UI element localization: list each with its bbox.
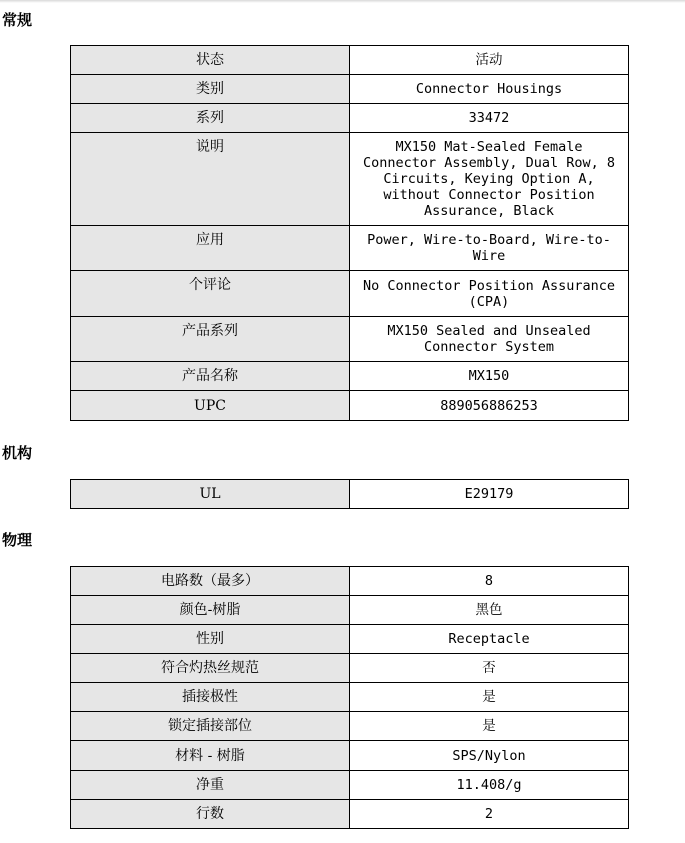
section-title-general: 常规 [2,11,33,29]
table-row [71,271,629,317]
top-rule [0,0,685,3]
spec-label: 状态 [71,46,350,75]
spec-value: 2 [350,800,629,829]
table-row [71,226,629,271]
spec-value: Connector Housings [350,75,629,104]
physical-spec-table [70,566,629,829]
spec-value: MX150 Sealed and Unsealed Connector System [350,317,629,362]
table-row [71,75,629,104]
spec-label: 电路数（最多） [71,567,350,596]
spec-label: 系列 [71,104,350,133]
spec-label: 性别 [71,625,350,654]
table-row [71,596,629,625]
table-row [71,625,629,654]
spec-label: 产品系列 [71,317,350,362]
spec-value: 8 [350,567,629,596]
spec-value: MX150 Mat-Sealed Female Connector Assembly, Dual Row, 8 Circuits, Keying Option A, without Connector Position Assurance, Black [350,133,629,226]
spec-label: 净重 [71,771,350,800]
table-row [71,683,629,712]
spec-label: UPC [71,391,350,421]
spec-label: 产品名称 [71,362,350,391]
table-row [71,391,629,421]
table-row [71,362,629,391]
table-row [71,567,629,596]
spec-value: 33472 [350,104,629,133]
table-row [71,480,629,509]
spec-value: 黑色 [350,596,629,625]
table-row [71,654,629,683]
table-row [71,317,629,362]
table-row [71,133,629,226]
spec-label: 说明 [71,133,350,226]
table-row [71,104,629,133]
spec-value: 11.408/g [350,771,629,800]
general-spec-table [70,45,629,421]
spec-label: 个评论 [71,271,350,317]
spec-value: 是 [350,712,629,741]
spec-label: 类别 [71,75,350,104]
spec-label: 锁定插接部位 [71,712,350,741]
spec-value: SPS/Nylon [350,741,629,771]
table-row [71,741,629,771]
spec-value: Receptacle [350,625,629,654]
spec-value: 否 [350,654,629,683]
spec-label: 插接极性 [71,683,350,712]
table-row [71,46,629,75]
table-row [71,771,629,800]
agency-spec-table [70,479,629,509]
section-title-agency: 机构 [2,444,33,462]
spec-value: Power, Wire-to-Board, Wire-to-Wire [350,226,629,271]
spec-label: 颜色-树脂 [71,596,350,625]
spec-label: 应用 [71,226,350,271]
spec-value: 是 [350,683,629,712]
section-title-physical: 物理 [2,531,33,549]
spec-value: 活动 [350,46,629,75]
spec-label: 符合灼热丝规范 [71,654,350,683]
spec-label: 行数 [71,800,350,829]
spec-label: 材料 - 树脂 [71,741,350,771]
table-row [71,800,629,829]
spec-value: E29179 [350,480,629,509]
spec-value: 889056886253 [350,391,629,421]
spec-value: No Connector Position Assurance (CPA) [350,271,629,317]
spec-value: MX150 [350,362,629,391]
spec-label: UL [71,480,350,509]
table-row [71,712,629,741]
